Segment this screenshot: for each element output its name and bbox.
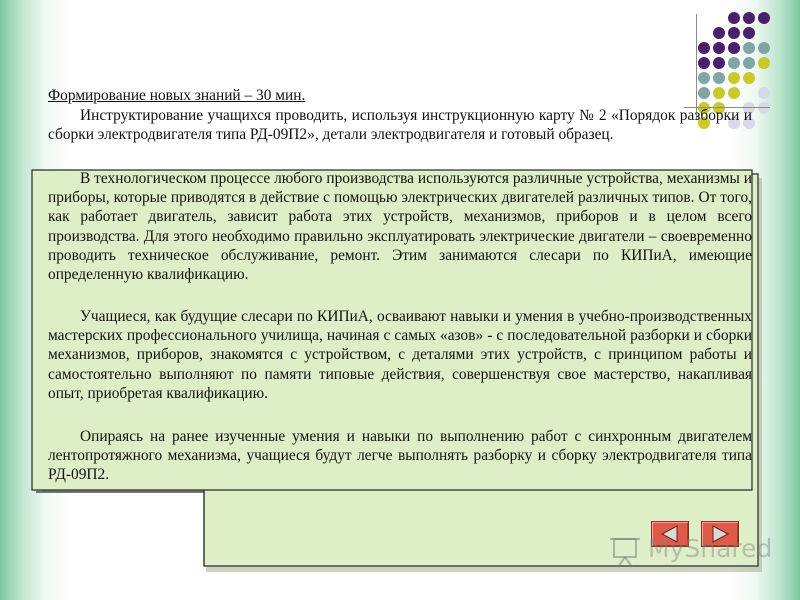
section-heading: Формирование новых знаний – 30 мин. bbox=[48, 87, 306, 104]
card-paragraph: Опираясь на ранее изученные умения и навыки по выполнению работ с синхронным двигателем лентопротяжного механизма, учащиеся будут легче выполнять разборку и сборку электродвигателя типа РД-09П2. bbox=[48, 428, 752, 484]
watermark-text: MyShared bbox=[648, 534, 773, 563]
card-paragraph: Учащиеся, как будущие слесари по КИПиА, осваивают навыки и умения в учебно-производственных мастерских профессионального училища, начиная с самых «азов» - с последовательной разборки и сборки механизмов, приборов, знакомятся с устройством, с деталями этих устройств, с принципом работы и самостоятельно выполняют по памяти типовые действия, совершенствуя свое мастерство, накапливая опыт, приобретая квалификацию. bbox=[48, 308, 752, 402]
note-card-fold bbox=[36, 492, 204, 566]
intro-paragraph: Инструктирование учащихся проводить, используя инструкционную карту № 2 «Порядок разборки и сборки электродвигателя типа РД-09П2», детали электродвигателя и готовый образец. bbox=[48, 107, 752, 143]
projector-screen-icon bbox=[610, 539, 640, 567]
card-paragraph: В технологическом процессе любого производства используются различные устройства, механизмы и приборы, которые приводятся в действие с помощью электрических двигателей различных типов. От того, как работает двигатель, зависит работа этих устройств, механизмов, приборов и в целом всего производства. Для этого необходимо правильно эксплуатировать электрические двигатели – своевременно проводить техническое обслуживание, ремонт. Этим занимаются слесари по КИПиА, имеющие определенную квалификацию. bbox=[48, 170, 752, 284]
